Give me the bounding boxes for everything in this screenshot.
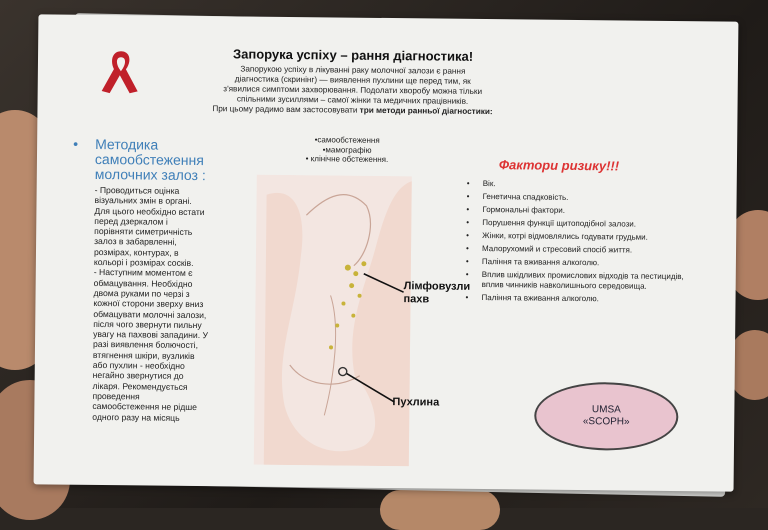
intro-line: діагностика (скринінг) — виявлення пухлини ще перед тим, як bbox=[234, 74, 471, 86]
heading-line: молочних залоз : bbox=[94, 165, 206, 184]
list-item: • Паління та вживання алкоголю. bbox=[465, 293, 695, 305]
list-item: • Порушення функції щитоподібної залози. bbox=[466, 218, 696, 230]
methods-list bbox=[242, 134, 452, 165]
list-item: • Вік. bbox=[467, 179, 697, 191]
list-item: • Генетична спадковість. bbox=[467, 192, 697, 204]
heading-line: самообстеження bbox=[94, 150, 204, 169]
body-line: порівняти симетричність bbox=[94, 226, 193, 238]
list-item: • Паління та вживання алкоголю. bbox=[466, 257, 696, 269]
tumor-label: Пухлина bbox=[392, 396, 440, 409]
body-line: кожної сторони зверху вниз bbox=[93, 298, 204, 310]
body-line: втягнення шкіри, вузликів bbox=[92, 349, 195, 361]
badge-line: UMSA bbox=[591, 404, 621, 416]
intro-line: з'явилися симптоми захворювання. Подолати хворобу можна тільки bbox=[223, 84, 483, 96]
body-line: одного разу на місяць bbox=[92, 411, 180, 423]
body-line: перед дзеркалом і bbox=[94, 215, 168, 227]
lymph-label-line: пахв bbox=[403, 293, 430, 306]
body-line: разі виявлення болючості, bbox=[92, 339, 199, 351]
umsa-scoph-badge bbox=[534, 382, 679, 452]
body-line: розмірах, контурах, в bbox=[93, 246, 179, 258]
body-line: візуальних змін в органі. bbox=[94, 195, 192, 207]
method-item: •мамографію bbox=[322, 144, 372, 155]
lymph-label-line: Лімфовузли bbox=[403, 280, 471, 293]
lymph-label bbox=[403, 280, 470, 307]
intro-bold: три методи ранньої діагностики: bbox=[359, 105, 493, 117]
right-finger-2 bbox=[730, 330, 768, 400]
body-line: лікаря. Рекомендується bbox=[92, 380, 188, 392]
leaflet-sheet bbox=[34, 14, 739, 491]
body-line: кольорі і розмірах сосків. bbox=[93, 257, 194, 269]
body-line: негайно звернутися до bbox=[92, 370, 184, 382]
body-line: залоз в забарвленні, bbox=[94, 236, 177, 248]
intro-text bbox=[197, 64, 508, 117]
body-line: або пухлин - необхідно bbox=[92, 359, 185, 371]
breast-illustration bbox=[234, 174, 440, 466]
method-item: •самообстеження bbox=[314, 135, 380, 145]
body-line: увагу на пахвові западини. У bbox=[93, 329, 209, 341]
method-item: • клінічне обстеження. bbox=[305, 154, 389, 165]
body-line: обмацувати молочні залози, bbox=[93, 308, 207, 320]
bottom-finger bbox=[380, 490, 500, 530]
self-exam-text bbox=[92, 185, 254, 423]
body-line: самообстеження не рідше bbox=[92, 401, 197, 413]
list-item: • Жінки, котрі відмовлялись годувати грудьми. bbox=[466, 231, 696, 243]
intro-prefix: При цьому радимо вам застосовувати bbox=[212, 104, 360, 115]
body-line: - Проводиться оцінка bbox=[94, 184, 180, 196]
list-item: • Малорухомий и стресовий спосіб життя. bbox=[466, 244, 696, 256]
body-line: проведення bbox=[92, 390, 140, 402]
bullet: • bbox=[73, 135, 79, 152]
body-line: - Наступним моментом є bbox=[93, 267, 193, 279]
intro-line: Запорукою успіху в лікуванні раку молочної залози є рання bbox=[240, 64, 466, 76]
body-line: двома руками по черзі з bbox=[93, 287, 190, 299]
list-item: • Вплив шкідливих промислових відходів та пестицидів, вплив чинників навколишнього середовища. bbox=[466, 270, 696, 292]
body-line: Для цього необхідно встати bbox=[94, 205, 205, 217]
heading-line: Методика bbox=[95, 135, 159, 153]
intro-line: спільними зусиллями – самої жінки та медичних працівників. bbox=[236, 94, 469, 106]
leaflet-title: Запорука успіху – рання діагностика! bbox=[232, 46, 474, 64]
body-line: після чого звернути пильну bbox=[93, 318, 202, 330]
list-item: • Гормональні фактори. bbox=[466, 205, 696, 217]
body-line: обмацування. Необхідно bbox=[93, 277, 193, 289]
intro-line bbox=[197, 104, 507, 117]
badge-line: «SCOPH» bbox=[582, 416, 630, 428]
self-exam-heading bbox=[73, 135, 247, 184]
awareness-ribbon-icon bbox=[98, 47, 145, 97]
risk-heading: Фактори ризику!!! bbox=[498, 157, 620, 174]
risk-factors-list bbox=[465, 179, 696, 308]
